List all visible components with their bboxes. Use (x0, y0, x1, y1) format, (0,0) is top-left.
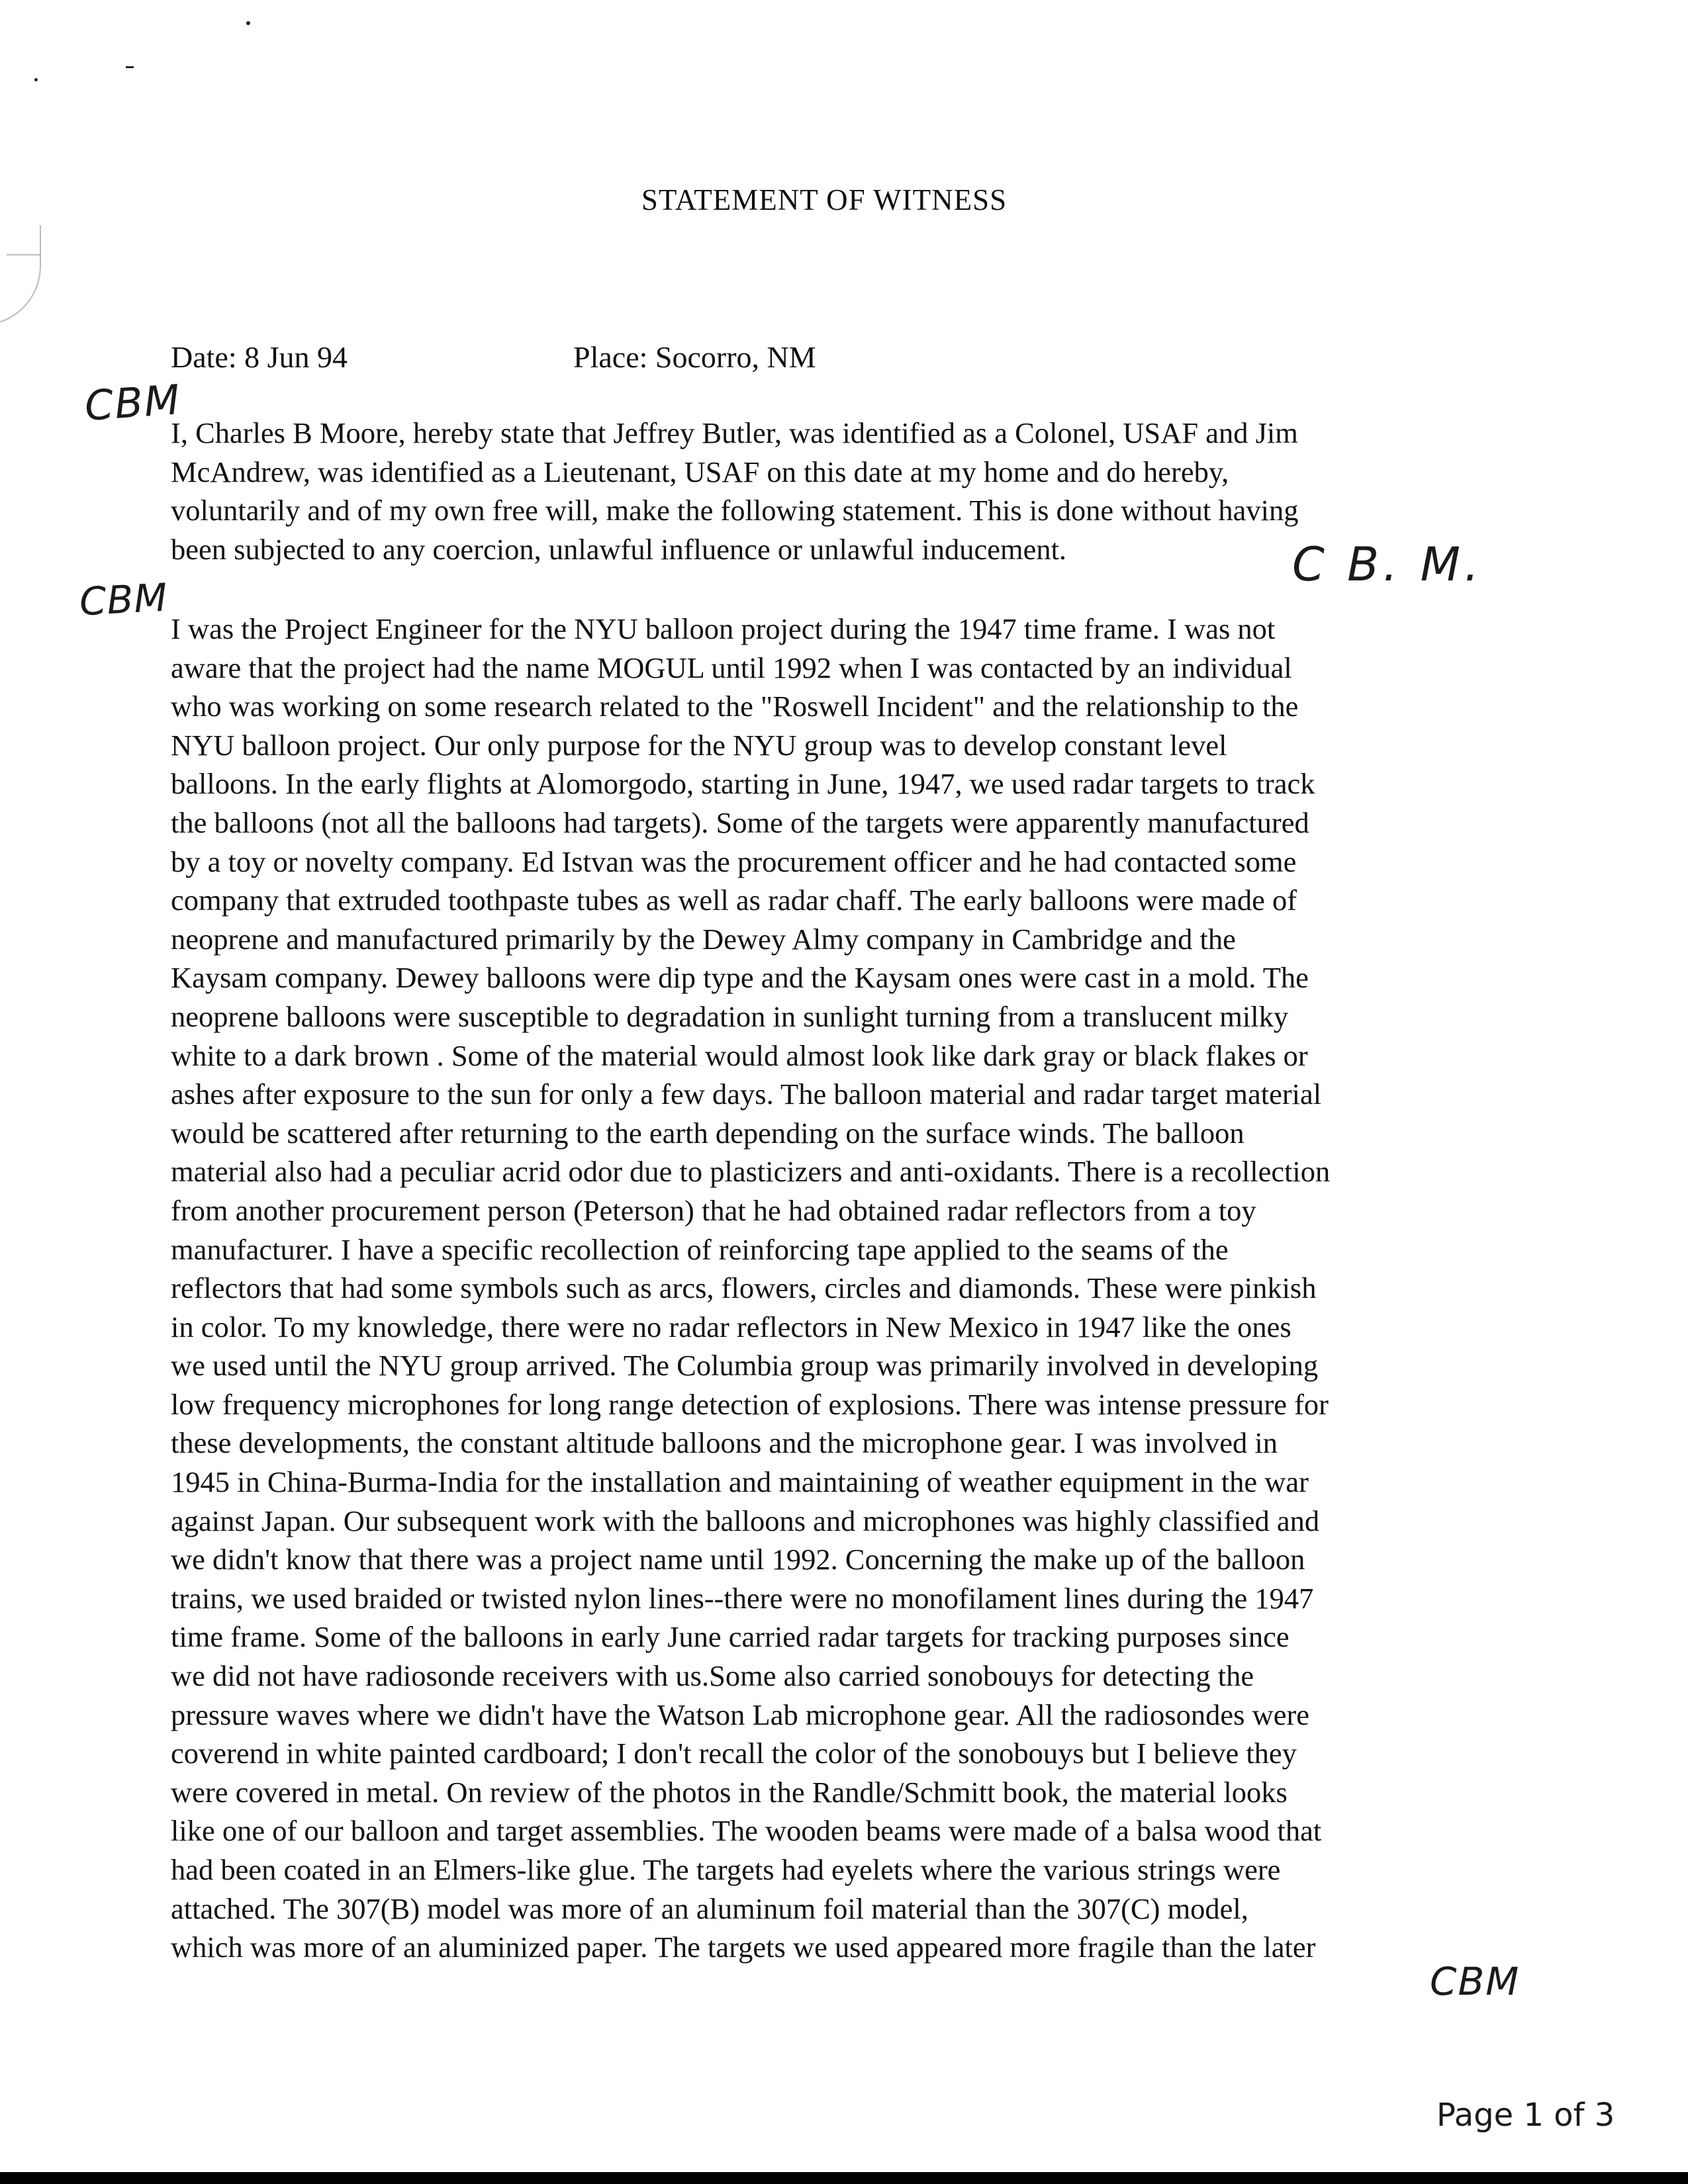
text-line: the balloons (not all the balloons had targets). Some of the targets were apparently manufactured (171, 805, 1309, 839)
text-line: we did not have radiosonde receivers with us.Some also carried sonobouys for detecting the (171, 1659, 1254, 1693)
text-line: aware that the project had the name MOGUL until 1992 when I was contacted by an individual (171, 651, 1292, 684)
text-line: low frequency microphones for long range detection of explosions. There was intense pressure for (171, 1387, 1329, 1421)
text-line: time frame. Some of the balloons in early June carried radar targets for tracking purposes since (171, 1620, 1289, 1654)
scan-bottom-edge (0, 2172, 1688, 2184)
text-line: McAndrew, was identified as a Lieutenant, USAF on this date at my home and do hereby, (171, 455, 1229, 488)
handwritten-page-number: Page 1 of 3 (1436, 2097, 1615, 2134)
text-line: reflectors that had some symbols such as arcs, flowers, circles and diamonds. These were pinkish (171, 1271, 1317, 1305)
text-line: these developments, the constant altitude balloons and the microphone gear. I was involved in (171, 1426, 1278, 1460)
text-line: been subjected to any coercion, unlawful influence or unlawful inducement. (171, 532, 1067, 566)
text-line: I was the Project Engineer for the NYU balloon project during the 1947 time frame. I was not (171, 612, 1276, 645)
text-line: company that extruded toothpaste tubes as well as radar chaff. The early balloons were made of (171, 884, 1297, 917)
text-line: neoprene balloons were susceptible to degradation in sunlight turning from a translucent milky (171, 999, 1289, 1033)
text-line: had been coated in an Elmers-like glue. The targets had eyelets where the various strings were (171, 1853, 1281, 1886)
text-line: 1945 in China-Burma-India for the installation and maintaining of weather equipment in the war (171, 1465, 1309, 1499)
text-line: attached. The 307(B) model was more of an aluminum foil material than the 307(C) model, (171, 1891, 1248, 1925)
scan-speck (34, 78, 38, 81)
text-line: were covered in metal. On review of the photos in the Randle/Schmitt book, the material looks (171, 1775, 1288, 1809)
scan-artifact-curve (0, 225, 41, 326)
scan-speck (246, 21, 250, 25)
text-line: in color. To my knowledge, there were no radar reflectors in New Mexico in 1947 like the ones (171, 1310, 1291, 1343)
text-line: we used until the NYU group arrived. The Columbia group was primarily involved in developing (171, 1349, 1319, 1383)
text-line: Kaysam company. Dewey balloons were dip type and the Kaysam ones were cast in a mold. The (171, 961, 1309, 995)
text-line: trains, we used braided or twisted nylon lines--there were no monofilament lines during the 1947 (171, 1581, 1314, 1615)
text-line: pressure waves where we didn't have the Watson Lab microphone gear. All the radiosondes were (171, 1698, 1310, 1731)
text-line: ashes after exposure to the sun for only a few days. The balloon material and radar target material (171, 1077, 1322, 1111)
scan-artifact-tick (7, 254, 40, 255)
text-line: from another procurement person (Peterson) that he had obtained radar reflectors from a toy (171, 1193, 1256, 1227)
text-line: would be scattered after returning to the earth depending on the surface winds. The balloon (171, 1116, 1244, 1150)
text-line: by a toy or novelty company. Ed Istvan was the procurement officer and he had contacted some (171, 844, 1297, 878)
text-line: against Japan. Our subsequent work with the balloons and microphones was highly classified and (171, 1504, 1320, 1537)
handwritten-initials: CBM (78, 574, 169, 625)
text-line: who was working on some research related to the "Roswell Incident" and the relationship to the (171, 690, 1299, 723)
text-line: white to a dark brown . Some of the material would almost look like dark gray or black flakes or (171, 1038, 1308, 1072)
handwritten-initials: CBM (1430, 1959, 1521, 2004)
text-line: manufacturer. I have a specific recollection of reinforcing tape applied to the seams of the (171, 1232, 1229, 1266)
text-line: I, Charles B Moore, hereby state that Jeffrey Butler, was identified as a Colonel, USAF and Jim (171, 416, 1298, 449)
document-title: STATEMENT OF WITNESS (641, 183, 1008, 216)
text-line: neoprene and manufactured primarily by the Dewey Almy company in Cambridge and the (171, 922, 1236, 956)
text-line: balloons. In the early flights at Alomorgodo, starting in June, 1947, we used radar targets to track (171, 767, 1315, 801)
scan-speck (126, 66, 134, 68)
statement-place: Place: Socorro, NM (573, 340, 816, 374)
text-line: coverend in white painted cardboard; I don't recall the color of the sonobouys but I believe they (171, 1737, 1297, 1770)
statement-body-paragraph (171, 610, 1495, 1967)
handwritten-initials: C B. M. (1292, 537, 1483, 592)
text-line: like one of our balloon and target assemblies. The wooden beams were made of a balsa wood that (171, 1814, 1322, 1848)
text-line: NYU balloon project. Our only purpose for the NYU group was to develop constant level (171, 728, 1227, 762)
text-line: we didn't know that there was a project name until 1992. Concerning the make up of the balloon (171, 1543, 1305, 1576)
text-line: which was more of an aluminized paper. The targets we used appeared more fragile than the later (171, 1931, 1316, 1964)
text-line: voluntarily and of my own free will, make the following statement. This is done without having (171, 494, 1299, 527)
handwritten-initials: CBM (83, 375, 183, 430)
text-line: material also had a peculiar acrid odor due to plasticizers and anti-oxidants. There is a recollection (171, 1155, 1331, 1189)
statement-intro-paragraph (171, 414, 1495, 569)
statement-date: Date: 8 Jun 94 (171, 340, 348, 374)
